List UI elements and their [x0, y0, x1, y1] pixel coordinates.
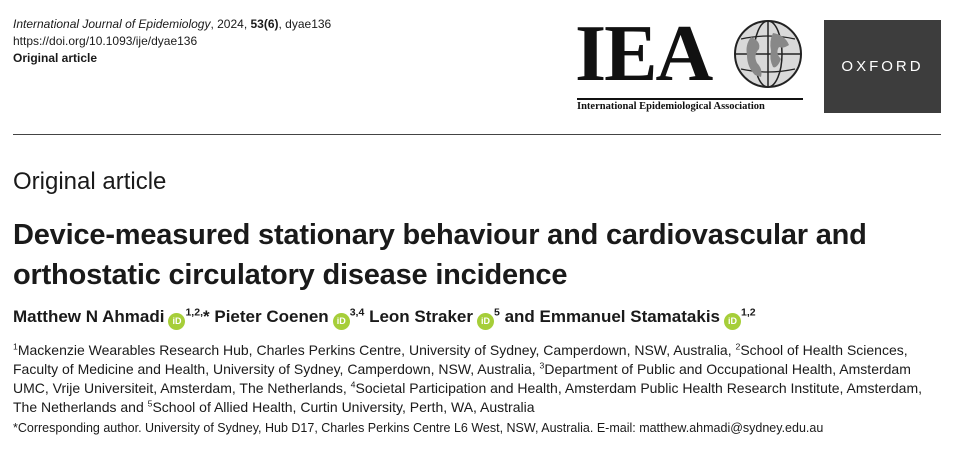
author	[214, 307, 364, 326]
affiliation-text: Department of Public and Occupational Health, Amsterdam UMC, Vrije Universiteit, Amsterdam, The Netherlands,	[13, 361, 911, 396]
corresponding-author: *Corresponding author. University of Sydney, Hub D17, Charles Perkins Centre L6 West, NSW, Australia. E-mail: matthew.ahmadi@sydney.edu.au	[13, 421, 824, 435]
affiliation-text: School of Allied Health, Curtin University, Perth, WA, Australia	[152, 399, 535, 415]
orcid-icon[interactable]: iD	[168, 313, 185, 330]
author-list	[13, 307, 756, 330]
author-name: Matthew N Ahmadi	[13, 307, 165, 326]
affiliation-text: Societal Participation and Health, Amsterdam Public Health Research Institute, Amsterdam, The Netherlands and	[13, 380, 922, 415]
affiliation-number: 4	[350, 379, 356, 390]
iea-logo-rule	[577, 98, 803, 100]
affiliation-text: Mackenzie Wearables Research Hub, Charles Perkins Centre, University of Sydney, Camperdown, NSW, Australia,	[17, 342, 736, 358]
affiliations	[13, 341, 943, 417]
section-label: Original article	[13, 168, 167, 195]
author-affiliation-marker: 1,2,	[185, 306, 204, 319]
journal-citation	[13, 16, 331, 33]
affiliation-number: 3	[539, 360, 545, 371]
affiliation-number: 1	[13, 341, 18, 352]
journal-meta	[13, 16, 331, 67]
journal-volume: 53(6)	[250, 17, 279, 31]
author-separator: and	[499, 307, 540, 326]
author-affiliation-marker: 3,4	[349, 306, 365, 319]
author	[540, 307, 756, 326]
author-name: Emmanuel Stamatakis	[539, 307, 720, 326]
article-type: Original article	[13, 51, 98, 65]
doi-link[interactable]: https://doi.org/10.1093/ije/dyae136	[13, 34, 198, 48]
author	[13, 307, 210, 326]
globe-icon	[733, 19, 803, 89]
affiliation-number: 5	[147, 398, 153, 409]
orcid-icon[interactable]: iD	[333, 313, 350, 330]
affiliation-number: 2	[735, 341, 741, 352]
oxford-logo[interactable]: OXFORD	[824, 20, 941, 113]
author	[369, 307, 500, 326]
affiliation-text: School of Health Sciences, Faculty of Medicine and Health, University of Sydney, Camperdown, NSW, Australia,	[13, 342, 908, 377]
orcid-icon[interactable]: iD	[724, 313, 741, 330]
author-affiliation-marker: 1,2	[741, 306, 756, 319]
author-affiliation-marker: 5	[494, 306, 500, 319]
corresponding-marker: *	[203, 307, 210, 326]
author-name: Pieter Coenen	[214, 307, 329, 326]
orcid-icon[interactable]: iD	[477, 313, 494, 330]
article-title: Device-measured stationary behaviour and cardiovascular and orthostatic circulatory disease incidence	[13, 219, 867, 291]
journal-article-id: , dyae136	[278, 17, 332, 31]
journal-name: International Journal of Epidemiology	[13, 17, 211, 31]
journal-year: , 2024,	[210, 17, 251, 31]
iea-logo-letters: IEA	[575, 10, 712, 98]
iea-logo-caption: International Epidemiological Association	[577, 101, 765, 112]
author-name: Leon Straker	[369, 307, 473, 326]
header-divider	[13, 134, 941, 135]
iea-logo[interactable]	[575, 10, 803, 114]
